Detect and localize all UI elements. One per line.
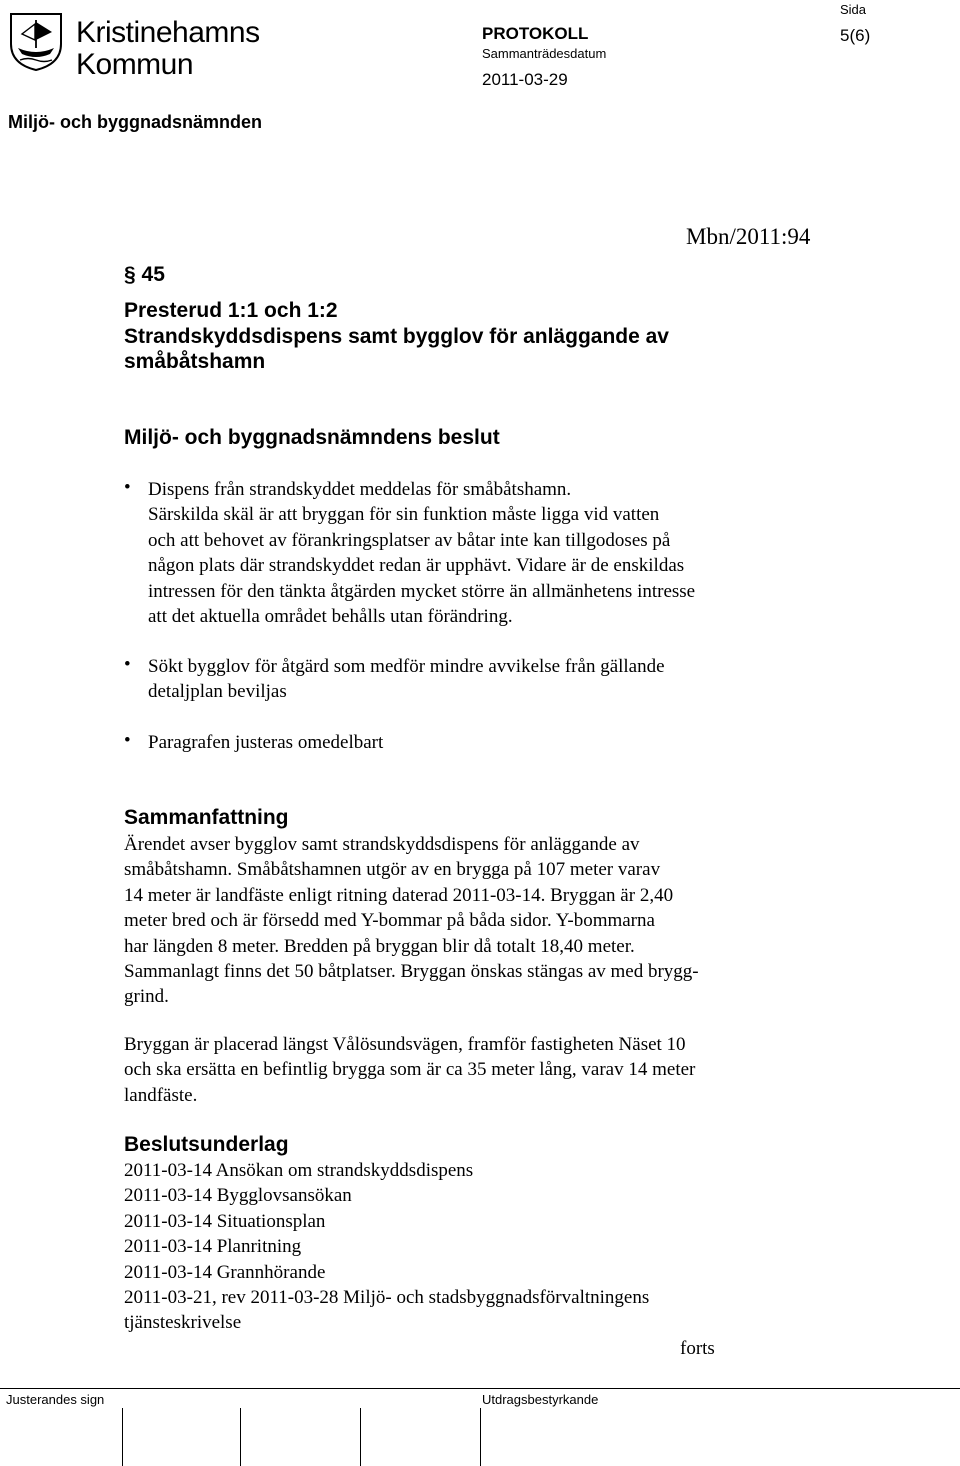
signature-box-divider — [360, 1408, 361, 1466]
summary-heading: Sammanfattning — [124, 806, 289, 829]
signature-box-divider — [480, 1408, 481, 1466]
text-line: och ska ersätta en befintlig brygga som är ca 35 meter lång, varav 14 meter — [124, 1059, 696, 1081]
meeting-date-label: Sammanträdesdatum — [482, 46, 607, 61]
text-line: landfäste. — [124, 1084, 198, 1106]
case-number: Mbn/2011:94 — [686, 224, 811, 249]
text-line: har längden 8 meter. Bredden på bryggan blir då totalt 18,40 meter. — [124, 935, 635, 957]
signature-label: Justerandes sign — [6, 1392, 105, 1407]
section-title-line: Strandskyddsdispens samt bygglov för anläggande av — [124, 325, 669, 348]
extract-certification-label: Utdragsbestyrkande — [482, 1392, 599, 1407]
text-line: Särskilda skäl är att bryggan för sin funktion måste ligga vid vatten — [148, 504, 660, 526]
text-line: 14 meter är landfäste enligt ritning daterad 2011-03-14. Bryggan är 2,40 — [124, 884, 674, 906]
bullet-icon: • — [124, 730, 131, 751]
bullet-icon: • — [124, 654, 131, 675]
text-line: Bryggan är placerad längst Vålösundsvägen, framför fastigheten Näset 10 — [124, 1034, 686, 1055]
text-line: småbåtshamn. Småbåtshamnen utgör av en brygga på 107 meter varav — [124, 859, 661, 881]
text-line: grind. — [124, 986, 169, 1008]
text-line: intressen för den tänkta åtgärden mycket större än allmänhetens intresse — [148, 580, 696, 602]
basis-list — [124, 1158, 649, 1336]
text-line: detaljplan beviljas — [148, 681, 287, 703]
decision-heading: Miljö- och byggnadsnämndens beslut — [124, 426, 500, 449]
text-line: Sökt bygglov för åtgärd som medför mindre avvikelse från gällande — [148, 656, 665, 677]
footer-divider — [0, 1388, 960, 1389]
section-title-line: småbåtshamn — [124, 350, 266, 373]
text-line: Sammanlagt finns det 50 båtplatser. Bryggan önskas stängas av med brygg- — [124, 961, 699, 983]
text-line: meter bred och är försedd med Y-bommar på båda sidor. Y-bommarna — [124, 910, 655, 932]
list-item: 2011-03-14 Ansökan om strandskyddsdispens — [124, 1160, 474, 1181]
text-line: någon plats där strandskyddet redan är upphävt. Vidare är de enskildas — [148, 555, 685, 577]
list-item: 2011-03-21, rev 2011-03-28 Miljö- och stadsbyggnadsförvaltningens — [124, 1287, 650, 1309]
text-line: Dispens från strandskyddet meddelas för småbåtshamn. — [148, 479, 572, 500]
decision-bullet-3 — [148, 730, 383, 755]
signature-box-divider — [122, 1408, 123, 1466]
section-number: § 45 — [124, 263, 165, 286]
decision-bullet-2 — [148, 654, 665, 705]
page-label: Sida — [840, 2, 867, 17]
basis-heading: Beslutsunderlag — [124, 1133, 289, 1156]
page-number: 5(6) — [840, 26, 871, 45]
summary-paragraph-2 — [124, 1032, 695, 1108]
text-line: Paragrafen justeras omedelbart — [148, 732, 384, 753]
org-name-line2: Kommun — [76, 48, 194, 81]
list-item: 2011-03-14 Situationsplan — [124, 1210, 326, 1232]
document-type: PROTOKOLL — [482, 24, 589, 43]
ship-crest-icon — [8, 10, 64, 72]
list-item: 2011-03-14 Planritning — [124, 1236, 302, 1258]
committee-name: Miljö- och byggnadsnämnden — [8, 112, 263, 132]
text-line: och att behovet av förankringsplatser av båtar inte kan tillgodoses på — [148, 529, 671, 551]
bullet-icon: • — [124, 477, 131, 498]
section-title-line: Presterud 1:1 och 1:2 — [124, 299, 338, 322]
org-name-line1: Kristinehamns — [76, 16, 260, 49]
text-line: att det aktuella området behålls utan förändring. — [148, 606, 513, 628]
signature-box-divider — [240, 1408, 241, 1466]
list-item: tjänsteskrivelse — [124, 1312, 242, 1334]
list-item: 2011-03-14 Grannhörande — [124, 1261, 326, 1283]
summary-paragraph-1 — [124, 832, 699, 1010]
decision-bullet-1 — [148, 477, 695, 629]
list-item: 2011-03-14 Bygglovsansökan — [124, 1185, 352, 1207]
meeting-date: 2011-03-29 — [482, 70, 568, 89]
text-line: Ärendet avser bygglov samt strandskyddsdispens för anläggande av — [124, 834, 640, 855]
continued-note: forts — [680, 1338, 715, 1359]
